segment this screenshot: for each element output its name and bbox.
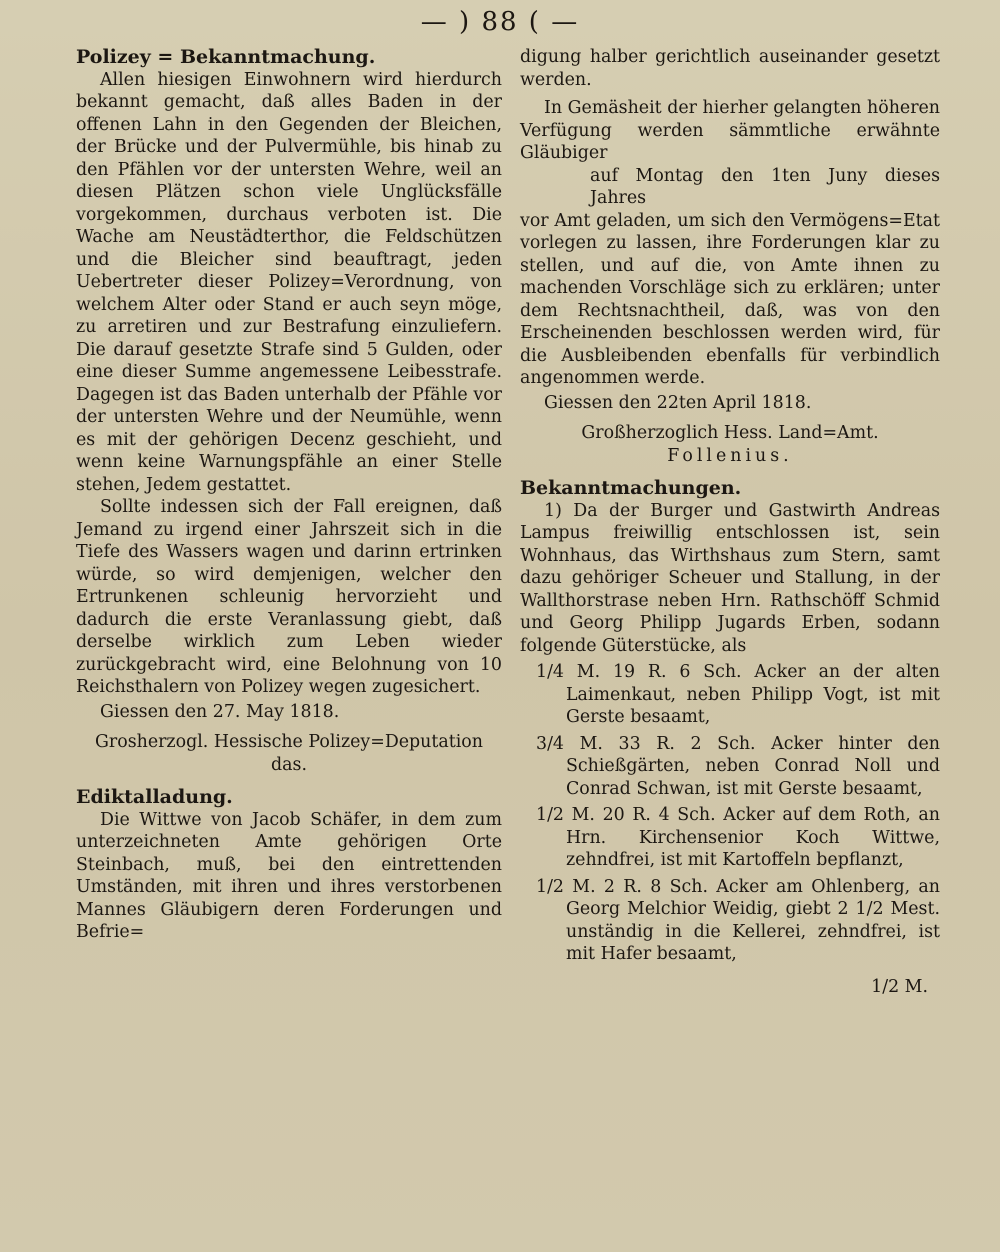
police-notice-date: Giessen den 27. May 1818. <box>100 701 340 722</box>
edict-signature-office: Großherzoglich Hess. Land=Amt. <box>581 423 879 443</box>
edict-title: Ediktalladung. <box>76 786 233 808</box>
section-gap <box>76 776 502 786</box>
right-column <box>520 46 940 998</box>
left-column <box>76 46 502 944</box>
catchword: 1/2 M. <box>871 976 928 997</box>
police-notice-body: Allen hiesigen Einwohnern wird hierdurch bekannt gemacht, daß alles Baden in der offenen Lahn in den Gegenden der Bleichen, der Brücke und der Pulvermühle, bis hinab zu den Pfählen vor der untersten Wehre, weil an diesen Plätzen schon viele Unglücksfälle vorgekommen, durchaus verboten ist. Die Wache am Neustädterthor, die Feldschützen und die Bleicher sind beauftragt, jeden Uebertreter dieser Polizey=Verordnung, von welchem Alter oder Stand er auch seyn möge, zu arretiren und zur Bestrafung einzuliefern. Die darauf gesetzte Strafe sind 5 Gulden, oder eine dieser Summe angemessene Leibesstrafe. Dagegen ist das Baden unterhalb der Pfähle vor der untersten Wehre und der Neumühle, wenn es mit der gehörigen Decenz geschieht, und wenn keine Warnungspfähle an einer Stelle stehen, Jedem gestattet. <box>76 69 502 495</box>
edict-terms: vor Amt geladen, um sich den Vermögens=Etat vorlegen zu lassen, ihre Forderungen klar zu stellen, und auf die, von Amte ihnen zu machenden Vorschläge sich zu erklären; unter dem Rechtsnachtheil, daß, was von den Erscheinenden beschlossen werden wird, für die Ausbleibenden ebenfalls für verbindlich angenommen werde. <box>520 210 940 388</box>
section-gap <box>520 467 940 477</box>
page-number: — ) 88 ( — <box>420 7 580 37</box>
list-item: 1/4 M. 19 R. 6 Sch. Acker an der alten Laimenkaut, neben Philipp Vogt, ist mit Gerste besaamt, <box>536 662 940 727</box>
page-header <box>0 4 1000 40</box>
list-item: 1/2 M. 2 R. 8 Sch. Acker am Ohlenberg, an Georg Melchior Weidig, giebt 2 1/2 Mest. unständig in die Kellerei, zehndfrei, ist mit Hafer besaamt, <box>536 876 940 964</box>
announcement-body: 1) Da der Burger und Gastwirth Andreas Lampus freiwillig entschlossen ist, sein Wohnhaus, das Wirthshaus zum Stern, samt dazu gehöriger Scheuer und Stallung, in der Wallthorstrase neben Hrn. Rathschöff Schmid und Georg Philipp Jugards Erben, sodann folgende Güterstücke, als <box>520 500 940 656</box>
list-item: 1/2 M. 20 R. 4 Sch. Acker auf dem Roth, an Hrn. Kirchensenior Koch Wittwe, zehndfrei, ist mit Kartoffeln bepflanzt, <box>536 805 940 870</box>
edict-schedule: auf Montag den 1ten Juny dieses Jahres <box>590 165 940 208</box>
announcements-title: Bekanntmachungen. <box>520 477 742 499</box>
edict-creditors: In Gemäsheit der hierher gelangten höheren Verfügung werden sämmtliche erwähnte Gläubiger <box>520 98 940 163</box>
edict-body: Die Wittwe von Jacob Schäfer, in dem zum unterzeichneten Amte gehörigen Orte Steinbach, muß, bei den eintrettenden Umständen, mit ihren und ihres verstorbenen Mannes Gläubigern deren Forderungen und Befrie= <box>76 809 502 942</box>
edict-continuation: digung halber gerichtlich auseinander gesetzt werden. <box>520 47 940 90</box>
police-notice-reward: Sollte indessen sich der Fall ereignen, daß Jemand zu irgend einer Jahrszeit sich in die Tiefe des Wassers wagen und darinn ertrinken würde, so wird demjenigen, welcher den Ertrunkenen schleunig hervorzieht und dadurch die erste Veranlassung giebt, daß derselbe wirklich zum Leben wieder zurückgebracht wird, eine Belohnung von 10 Reichsthalern von Polizey wegen zugesichert. <box>76 497 502 697</box>
list-item: 3/4 M. 33 R. 2 Sch. Acker hinter den Schießgärten, neben Conrad Noll und Conrad Schwan, ist mit Gerste besaamt, <box>536 733 940 799</box>
edict-signature-name: Follenius. <box>667 445 793 466</box>
police-notice-title: Polizey = Bekanntmachung. <box>76 46 376 68</box>
police-notice-signature: Grosherzogl. Hessische Polizey=Deputation das. <box>95 732 483 775</box>
edict-date: Giessen den 22ten April 1818. <box>544 392 812 413</box>
